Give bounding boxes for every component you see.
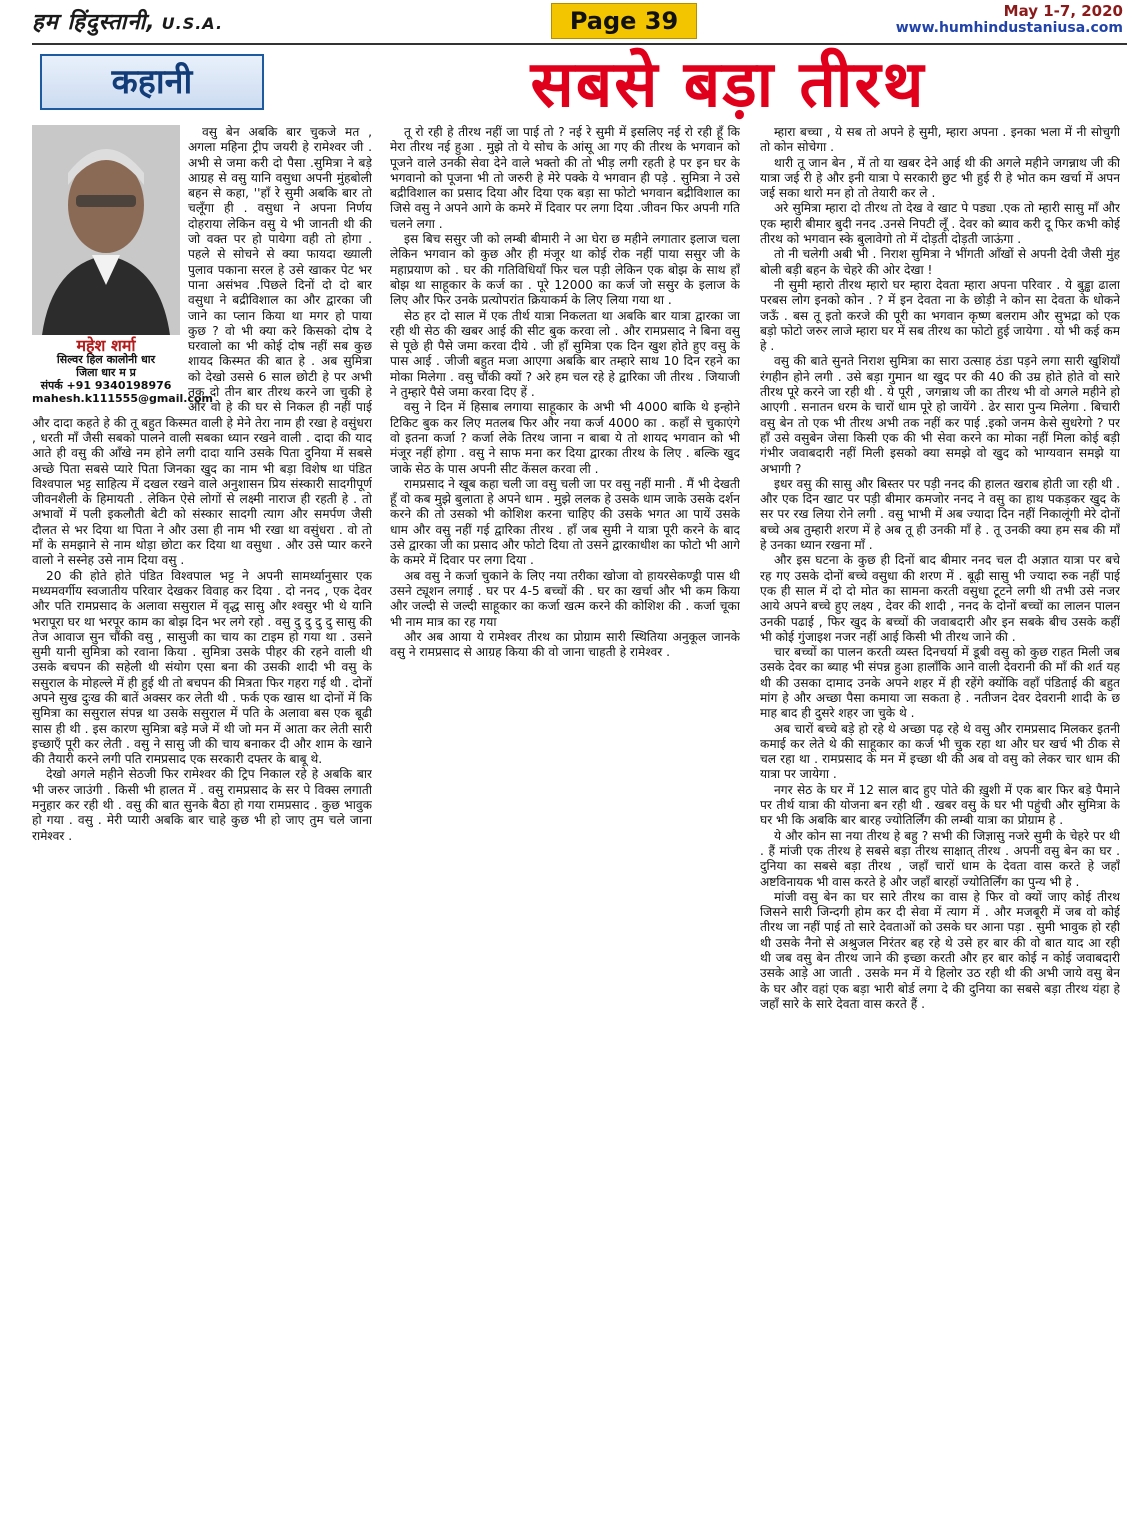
author-name: महेश शर्मा <box>32 338 180 353</box>
author-box <box>32 125 213 406</box>
title-suffix: U.S.A. <box>161 14 224 33</box>
author-email[interactable]: mahesh.k111555@gmail.com <box>32 392 213 406</box>
paragraph: देखो अगले महीने सेठजी फिर रामेश्वर की ट्रिप निकाल रहे हे अबकि बार भी जरुर जाउंगी . किसी भी हालत में . वसु रामप्रसाद के सर पे विक्स लगाती मनुहार कर रही थी . वसु की बात सुनके बैठा हो गया रामप्रसाद . कुछ भावुक हो गया . वसु . मेरी प्यारी अबकि बार चाहे कुछ भी हो जाए तुम चले जाना रामेश्वर . <box>32 767 372 843</box>
paragraph: और इस घटना के कुछ ही दिनों बाद बीमार ननद चल दी अज्ञात यात्रा पर बचे रह गए उसके दोनों बच्चे वसुधा की शरण में . बूढ़ी सासु भी ज्यादा रुक नहीं पाई एक ही साल में दो दो मोत का सामना करती वसुधा टूटने लगी थी तभी उसे नजर आये अपने बच्चे हुए लक्ष्य , देवर की शादी , ननद के दोनों बच्चों का लालन पालन उनकी पढाई , फिर खुद के बच्चों की जवाबदारी और इन सबके बीच उसके कहीं भी कोई गुंजाइश नजर नहीं आई किसी भी तीरथ जाने की . <box>760 553 1120 644</box>
author-details <box>32 353 213 406</box>
paragraph: तू रो रही हे तीरथ नहीं जा पाई तो ? नई रे सुमी में इसलिए नई रो रही हूँ कि मेरा तीरथ नई हुआ . मुझे तो ये सोच के आंसू आ गए की तीरथ के भगवान को पूजने वाले उनकी सेवा देने वाले भक्तो की तो भीड़ लगी रहती हे पर इन घर के भगवानो को पूजना भी तो जरुरी हे मेरे पक्के ये भगवान ही पड़े . सुमित्रा ने उसे बद्रीविशाल का प्रसाद दिया और दिया एक बड़ा सा फोटो भगवान बद्रीविशाल का जिसे वसु ने अपने आगे के कमरे में दिवार पर लगा दिया .जीवन फिर अपनी गति चलने लगा . <box>390 125 740 231</box>
paragraph: वसु बेन अबकि बार चुकजे मत , अगला महिना ट्रीप जयरी हे रामेश्वर जी . अभी से जमा करी दो पैसा .सुमित्रा ने बड़े आग्रह से वसु यानि वसुधा अपनी मुंहबोली बहन से कहा, ''हाँ रे सुमी अबकि बार तो चलूँगा ही . वसुधा ने अपना निर्णय दोहराया लेकिन वसु ये भी जानती थी की जो वक्त पर हो पायेगा वही तो होगा . पहले से सोचने से क्या फायदा ख्याली पुलाव पकाना सरल हे उसे खाकर पेट भर पाना असंभव .पिछले दिनों दो दो बार वसुधा ने बद्रीविशाल का और द्वारका जी जाने का प्लान किया था मगर हो पाया कुछ ? वो भी क्या करे किसको दोष दे घरवालो का भी कोई दोष नहीं सब कुछ शायद किस्मत की बात हे . अब सुमित्रा को देखो उससे 6 साल छोटी हे पर अभी तक दो तीन बार तीरथ करने जा चुकी हे और वो हे की घर से निकल ही नहीं पाई और दादा कहते हे की तू बहुत किस्मत वाली हे मेने तेरा नाम ही रखा हे वसुंधरा , धरती माँ जैसी सबको पालने वाली सबका ध्यान रखने वाली . दादा की याद आते ही वसु की आँखे नम होने लगी दादा यानि उसके पिता दुनिया में सबसे अच्छे पिता सबसे प्यारे पिता जिनका खुद का नाम भी बड़ा विशेष था पंडित विश्वपाल भट्ट साहित्य में दखल रखने वाले अनुशासन प्रिय संस्कारी सादगीपूर्ण जीवनशैली के हिमायती . लेकिन ऐसे लोगों से लक्ष्मी नाराज ही रहती हे . तो अभावों में पली इकलौती बेटी को संस्कार सादगी त्याग और समर्पण जैसी दौलत से भर दिया था पिता ने और उसा ही नाम भी रखा था वसुंधरा . वो तो माँ के समझाने से नाम थोड़ा छोटा कर दिया था वसुधा . और उसे प्यार करने वालो ने सस्नेह उसे नाम दिया वसु . <box>32 125 372 568</box>
paragraph: अब चारों बच्चे बड़े हो रहे थे अच्छा पढ़ रहे थे वसु और रामप्रसाद मिलकर इतनी कमाई कर लेते थे की साहूकार का कर्ज भी चुक रहा था और घर खर्च भी ठीक से चल रहा था . रामप्रसाद के मन में इच्छा थी की अब वो वसु को लेकर चार धाम की यात्रा पर जायेगा . <box>760 721 1120 782</box>
paragraph: थारी तू जान बेन , में तो या खबर देने आई थी की अगले महीने जगन्नाथ जी की यात्रा जई री हे और इनी यात्रा पे सरकारी छुट भी हुई री हे भोत कम खर्चा में अपन जई सका थारो मन हो तो तेयारी कर ले . <box>760 155 1120 201</box>
paragraph: वसु ने दिन में हिसाब लगाया साहूकार के अभी भी 4000 बाकि थे इन्होने टिकिट बुक कर लिए मतलब फिर और नया कर्ज 4000 का . कहाँ से चुकाएंगे वो इतना कर्जा ? कर्जा लेके तिरथ जाना न बाबा ये तो शायद भगवान को भी मंजूर नहीं होगा . वसु ने साफ मना कर दिया द्वारका तीरथ के लिए . बल्कि खुद जाके सेठ के पास अपनी सीट केंसल करवा ली . <box>390 400 740 476</box>
title-text: हम हिंदुस्तानी, <box>32 10 156 35</box>
paragraph: रामप्रसाद ने खूब कहा चली जा वसु चली जा पर वसु नहीं मानी . मैं भी देखती हूँ वो कब मुझे बुलाता हे अपने धाम . मुझे ललक हे उसके धाम जाके उसके दर्शन करने की तो उसको भी कोशिश करना चाहिए की उसके भगत आ पायें उसके धाम और वसु नहीं गई द्वारिका तीरथ . हाँ जब सुमी ने यात्रा पूरी करने के बाद उसे द्वारका जी का प्रसाद और फोटो दिया तो उसने द्वारकाधीश का फोटो भी आगे के कमरे में दिवार पर लगा दिया . <box>390 476 740 568</box>
header-rule <box>32 43 1127 45</box>
paragraph: वसु की बाते सुनते निराश सुमित्रा का सारा उत्साह ठंडा पड़ने लगा सारी खुशियाँ रंगहीन होने लगी . उसे बड़ा गुमान था खुद पर की 40 की उम्र होते होते वो सारे तीरथ पूरे करने जा रही थी . ये पूरी , जगन्नाथ जी का तीरथ भी वो अगले महीने हो आएगी . सनातन धरम के चारों धाम पूरे हो जायेंगे . ढेर सारा पुन्य मिलेगा . बिचारी वसु बेन तो एक भी तीरथ अभी तक नहीं कर पाई .इको जनम केसे सुधरेगो ? पर हाँ उसे वसुबेन जेसा किसी एक की भी सेवा करने का मोका नहीं मिला कोई बड़ी गंभीर जवाबदारी नहीं मिली इसको क्या समझे वो खुद को भाग्यवान समझे या अभागी ? <box>760 354 1120 476</box>
website-link[interactable]: www.humhindustaniusa.com <box>895 20 1123 36</box>
paragraph: सेठ हर दो साल में एक तीर्थ यात्रा निकलता था अबकि बार यात्रा द्वारका जा रही थी सेठ की खबर आई की सीट बुक करवा लो . और रामप्रसाद ने बिना वसु से पूछे ही पैसे जमा करवा दीये . जी हाँ सुमित्रा एक दिन खुश होते हुए वसु के पास आई . जीजी बहुत मजा आएगा अबकि बार तम्हारे साथ 10 दिन रहने का मोका मिलेगा . वसु चौंकी क्यों ? अरे हम चल रहे हे द्वारिका जी तीरथ . जियाजी ने तुम्हारे पैसे जमा करवा दिए हें . <box>390 308 740 400</box>
paragraph: नगर सेठ के घर में 12 साल बाद हुए पोते की ख़ुशी में एक बार फिर बड़े पैमाने पर तीर्थ यात्रा की योजना बन रही थी . खबर वसु के घर भी पहुंची और सुमित्रा के घर भी कि अबकि बार बारह ज्योतिर्लिंग की लम्बी यात्रा का प्रोग्राम हे . <box>760 782 1120 828</box>
issue-date: May 1-7, 2020 <box>1003 2 1123 20</box>
paragraph: नी सुमी म्हारो तीरथ म्हारो घर म्हारा देवता म्हारा अपना परिवार . ये बुड्ढा ढाला परबस लोग इनको कोन . ? में इन देवता ना के छोड़ी ने कोन सा देवता के धोकने जऊँ . बस तू इतो करजे की पूरी का भगवान कृष्ण बलराम और सुभद्रा को एक बड़ो फोटो जरुर लाजे म्हारा घर में सब तीरथ का फोटो हुई जायेगा . यो भी कई कम हे . <box>760 277 1120 354</box>
paragraph: ये और कोन सा नया तीरथ हे बहु ? सभी की जिज्ञासु नजरे सुमी के चेहरे पर थी . हैं मांजी एक तीरथ हे सबसे बड़ा तीरथ साक्षात् तीरथ . अपनी वसु बेन का घर . दुनिया का सबसे बड़ा तीरथ , जहाँ चारों धाम के देवता वास करते हे जहाँ अष्टविनायक भी वास करते हे और जहाँ बारहों ज्योतिर्लिंग का पुन्य भी हे . <box>760 828 1120 889</box>
paragraph: इस बिच ससुर जी को लम्बी बीमारी ने आ घेरा छ महीने लगातार इलाज चला लेकिन भगवान को कुछ और ही मंजूर था कोई रोक नहीं पाया ससुर जी के महाप्रयाण को . घर की गतिविधियाँ फिर चल पड़ी लेकिन एक बोझ के साथ हाँ बोझ था साहूकार के कर्ज का . पूरे 12000 का कर्ज जो ससुर के इलाज के लिए और फिर उनके प्रत्योपरांत क्रियाकर्म के लिए लिया गया था . <box>390 232 740 308</box>
headline: सबसे बड़ा तीरथ <box>530 48 926 122</box>
author-phone: संपर्क +91 9340198976 <box>40 379 172 393</box>
paragraph: म्हारा बच्चा , ये सब तो अपने हे सुमी, म्हारा अपना . इनका भला में नी सोचुगी तो कोन सोचेगा . <box>760 125 1120 155</box>
author-photo <box>32 125 180 335</box>
paragraph: अरे सुमित्रा म्हारा दो तीरथ तो देख वे खाट पे पड्या .एक तो म्हारी सासु माँ और एक म्हारी बीमार बुदी ननद .उनसे निपटी लूँ . देवर को ब्याव करी दू फिर कभी कोई तीरथ को भगवान स्के बुलावेगो तो में दोड़ती दोड़ती जाऊंगा . <box>760 201 1120 247</box>
page-number: Page 39 <box>551 3 697 39</box>
article-column-3 <box>760 125 1120 1505</box>
paragraph: इधर वसु की सासु और बिस्तर पर पड़ी ननद की हालत खराब होती जा रही थी . और एक दिन खाट पर पड़ी बीमार कमजोर ननद ने वसु का हाथ पकड़कर खुद के सर पर रख लिया रोने लगी . वसु भाभी में अब ज्यादा दिन नहीं निकालूंगी मेरे दोनों बच्चे अब तुम्हारी शरण में हे अब तू ही उनकी माँ हे . तू उनकी क्या हम सब की माँ हे उनका ध्यान रखना माँ . <box>760 476 1120 553</box>
newspaper-title <box>32 6 223 36</box>
paragraph: अब वसु ने कर्जा चुकाने के लिए नया तरीका खोजा वो हायरसेकण्ड्री पास थी उसने ट्यूशन लगाई . घर पर 4-5 बच्चों की . घर का खर्चा और भी कम किया और जल्दी से जल्दी साहूकार का कर्जा खत्म करने की कोशिश की . कर्जा चूका भी नाम मात्र का रह गया <box>390 568 740 629</box>
author-district: जिला धार म प्र <box>76 366 136 380</box>
section-label: कहानी <box>40 54 264 110</box>
paragraph: 20 की होते होते पंडित विश्वपाल भट्ट ने अपनी सामर्थ्यानुसार एक मध्यमवर्गीय स्वजातीय परिवार देखकर विवाह कर दिया . दो ननद , एक देवर और पति रामप्रसाद के अलावा ससुराल में वृद्ध सासु और श्वसुर भी थे यानि भरापूरा घर था भरपूर काम का बोझ दिन भर लगे रहो . वसु दु दु दु दु सासु की तेज आवाज सुन चौंकी वसु , सासुजी का चाय का टाइम हो गया था . उसने सुमी यानी सुमित्रा को रवाना किया . सुमित्रा उसके पीहर की रहने वाली थी उसके बचपन की सहेली थी संयोग एसा बना की उसकी शादी भी वसु के ससुराल के मोहल्ले में ही हुई थी तो बचपन की मित्रता फिर गहरा गई थी . दोनों अपने सुख दुःख की बातें अक्सर कर लेती थी . फर्क एक खास था दोनों में कि सुमित्रा का ससुराल संपन्न था उसके ससुराल में पति के अलावा बस एक बूढी सास ही थी . इस कारण सुमित्रा बड़े मजे में थी जो मन में आता कर लेती सारी इच्छाएँ पूरी कर लेती . वसु ने सासु जी की चाय बनाकर दी और शाम के खाने की तैयारी करने लगी पति रामप्रसाद एक सरकारी दफ्तर के बाबू थे. <box>32 568 372 767</box>
paragraph: और अब आया ये रामेश्वर तीरथ का प्रोग्राम सारी स्थितिया अनुकूल जानके वसु ने रामप्रसाद से आग्रह किया की वो जाना चाहती हे रामेश्वर . <box>390 629 740 660</box>
article-column-2 <box>390 125 740 1505</box>
author-address: सिल्वर हिल कालोनी धार <box>56 353 156 367</box>
paragraph: तो नी चलेगी अबी भी . निराश सुमित्रा ने भींगती आँखों से अपनी देवी जैसी मुंह बोली बड़ी बहन के चेहरे की ओर देखा ! <box>760 247 1120 277</box>
article-column-1 <box>32 125 372 1505</box>
masthead <box>0 0 1135 40</box>
paragraph: चार बच्चों का पालन करती व्यस्त दिनचर्या में डूबी वसु को कुछ राहत मिली जब उसके देवर का ब्याह भी संपन्न हुआ हालाँकि आने वाली देवरानी की माँ की शर्त यह थी की उसका दामाद उनके अपने शहर में ही रहेंगे क्योंकि वहाँ पंडिताई की बहुत मांग हे और अच्छा पैसा कमाया जा सकता हे . नतीजन देवर देवरानी शादी के छ माह बाद ही दुसरे शहर जा चुके थे . <box>760 645 1120 721</box>
paragraph: मांजी वसु बेन का घर सारे तीरथ का वास हे फिर वो क्यों जाए कोई तीरथ जिसने सारी जिन्दगी होम कर दी सेवा में त्याग में . और मजबूरी में जब वो कोई तीरथ जा नहीं पाई तो सारे देवताओं को उसके घर आना पड़ा . सुमी भावुक हो रही थी उसके नैनो से अश्रुजल निरंतर बह रहे थे उसे हर बार की वो बात याद आ रही थी जब वसु बेन तीरथ जाने की इच्छा करती और हर बार कोई न कोई जवाबदारी उसके आड़े आ जाती . उसके मन में ये हिलोर उठ रही थी की अभी जाये वसु बेन के घर और वहां एक बड़ा भारी बोर्ड लगा दे की दुनिया का सबसे बड़ा तीरथ यंहा हे जहाँ सारे के सारे देवता वास करते हैं . <box>760 889 1120 1011</box>
